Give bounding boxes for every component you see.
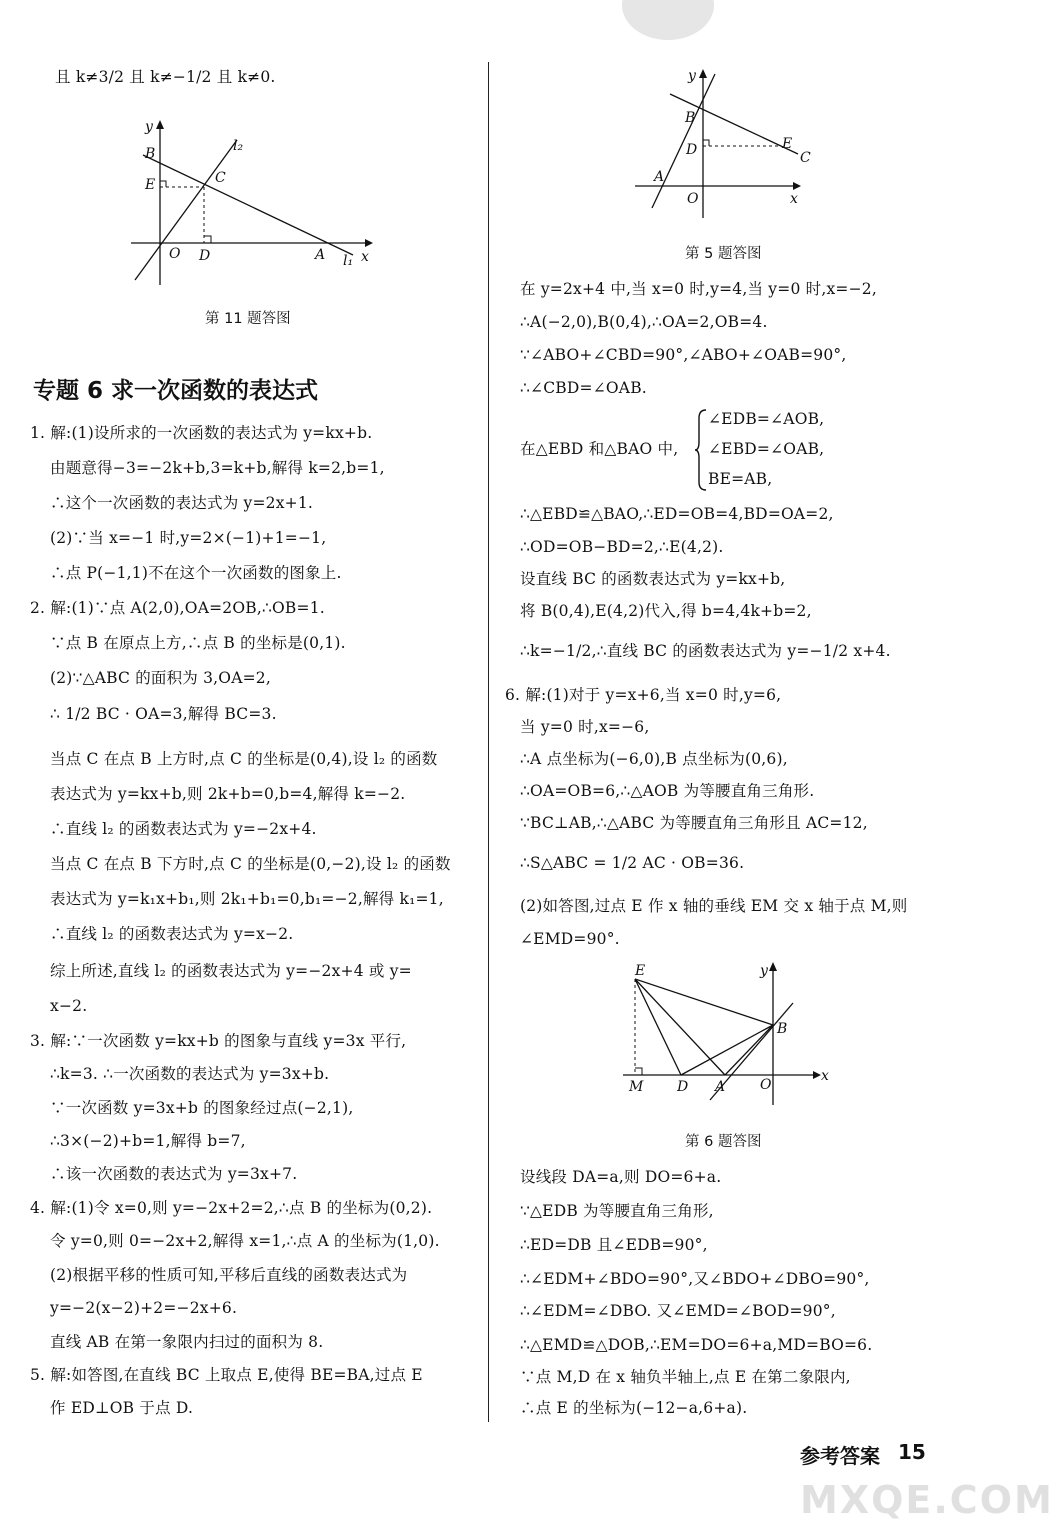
text-line: 令 y=0,则 0=−2x+2,解得 x=1,∴点 A 的坐标为(1,0). — [50, 1232, 440, 1250]
text-line: ∴k=3. ∴一次函数的表达式为 y=3x+b. — [50, 1065, 330, 1083]
text-line: ∵BC⊥AB,∴△ABC 为等腰直角三角形且 AC=12, — [520, 814, 868, 832]
label-a: A — [715, 1079, 726, 1095]
label-e: E — [145, 177, 156, 193]
text-line: ∴S△ABC = 1/2 AC · OB=36. — [520, 854, 745, 872]
text-line: 设直线 BC 的函数表达式为 y=kx+b, — [520, 570, 786, 588]
text-line: (2)根据平移的性质可知,平移后直线的函数表达式为 — [50, 1266, 408, 1284]
label-d: D — [199, 248, 211, 264]
text-line: ∴ED=DB 且∠EDB=90°, — [520, 1236, 708, 1254]
label-y: y — [145, 119, 153, 135]
text-line: ∴△EBD≌△BAO,∴ED=OB=4,BD=OA=2, — [520, 505, 834, 523]
right-angle-mark-d — [204, 236, 211, 243]
text-line: ∴直线 l₂ 的函数表达式为 y=x−2. — [50, 925, 294, 943]
text-line: ∴3×(−2)+b=1,解得 b=7, — [50, 1132, 246, 1150]
label-b: B — [777, 1021, 788, 1037]
label-m: M — [629, 1079, 644, 1095]
label-c: C — [215, 170, 226, 186]
figure-6 — [615, 955, 840, 1120]
page-number: 15 — [898, 1440, 926, 1464]
label-o: O — [687, 191, 699, 207]
system-row: BE=AB, — [708, 470, 773, 488]
text-line: ∴△EMD≌△DOB,∴EM=DO=6+a,MD=BO=6. — [520, 1336, 873, 1354]
text-line: 2. 解:(1)∵点 A(2,0),OA=2OB,∴OB=1. — [30, 599, 325, 617]
text-line: ∵点 M,D 在 x 轴负半轴上,点 E 在第二象限内, — [520, 1368, 851, 1386]
figure-6-caption: 第 6 题答图 — [685, 1134, 762, 1150]
text-line: ∴∠EDM+∠BDO=90°,又∠BDO+∠DBO=90°, — [520, 1270, 870, 1288]
label-x: x — [790, 191, 798, 207]
label-l2: l₂ — [233, 138, 244, 154]
label-a: A — [315, 247, 326, 263]
condition-line: 且 k≠3/2 且 k≠−1/2 且 k≠0. — [55, 68, 276, 86]
right-angle-mark-e — [160, 181, 166, 187]
text-line: 设线段 DA=a,则 DO=6+a. — [520, 1168, 722, 1186]
text-line: 6. 解:(1)对于 y=x+6,当 x=0 时,y=6, — [505, 686, 782, 704]
section-title: 专题 6 求一次函数的表达式 — [33, 378, 319, 404]
text-line: 在 y=2x+4 中,当 x=0 时,y=4,当 y=0 时,x=−2, — [520, 280, 877, 298]
x-axis-arrow — [793, 182, 801, 190]
text-line: ∴∠EDM=∠DBO. 又∠EMD=∠BOD=90°, — [520, 1302, 836, 1320]
text-line: ∴ 1/2 BC · OA=3,解得 BC=3. — [50, 705, 277, 723]
left-brace — [694, 408, 708, 492]
system-prefix: 在△EBD 和△BAO 中, — [520, 440, 679, 458]
segment-ed — [635, 979, 681, 1075]
text-line: (2)∵当 x=−1 时,y=2×(−1)+1=−1, — [50, 529, 327, 547]
label-d: D — [677, 1079, 689, 1095]
text-line: 由题意得−3=−2k+b,3=k+b,解得 k=2,b=1, — [50, 459, 385, 477]
x-axis-arrow — [365, 239, 373, 247]
footer-label: 参考答案 — [800, 1444, 880, 1468]
label-y: y — [688, 68, 696, 84]
text-line: ∴∠CBD=∠OAB. — [520, 379, 647, 397]
text-line: ∴A 点坐标为(−6,0),B 点坐标为(0,6), — [520, 750, 788, 768]
text-line: ∵点 B 在原点上方,∴点 B 的坐标是(0,1). — [50, 634, 346, 652]
label-e: E — [782, 136, 793, 152]
figure-11 — [125, 115, 375, 290]
text-line: 综上所述,直线 l₂ 的函数表达式为 y=−2x+4 或 y= — [50, 962, 412, 980]
label-d: D — [686, 142, 698, 158]
text-line: ∵一次函数 y=3x+b 的图象经过点(−2,1), — [50, 1099, 354, 1117]
text-line: ∴直线 l₂ 的函数表达式为 y=−2x+4. — [50, 820, 317, 838]
y-axis-arrow — [156, 120, 164, 129]
text-line: ∴OD=OB−BD=2,∴E(4,2). — [520, 538, 724, 556]
text-line: 当 y=0 时,x=−6, — [520, 718, 650, 736]
text-line: x−2. — [50, 997, 88, 1015]
figure-5 — [630, 66, 810, 221]
line-l1 — [143, 155, 353, 255]
text-line: ∠EMD=90°. — [520, 930, 620, 948]
label-x: x — [821, 1068, 829, 1084]
segment-ab — [725, 1025, 773, 1075]
label-l1: l₁ — [343, 253, 354, 269]
watermark: MXQE.COM — [800, 1478, 1054, 1522]
label-x: x — [361, 249, 369, 265]
segment-db — [681, 1025, 773, 1075]
label-y: y — [760, 963, 768, 979]
y-axis-arrow — [769, 962, 777, 971]
label-b: B — [145, 146, 156, 162]
text-line: ∴OA=OB=6,∴△AOB 为等腰直角三角形. — [520, 782, 815, 800]
figure-11-caption: 第 11 题答图 — [205, 311, 291, 327]
text-line: 直线 AB 在第一象限内扫过的面积为 8. — [50, 1333, 324, 1351]
text-line: 4. 解:(1)令 x=0,则 y=−2x+2=2,∴点 B 的坐标为(0,2). — [30, 1199, 433, 1217]
system-row: ∠EBD=∠OAB, — [708, 440, 825, 458]
text-line: ∴k=−1/2,∴直线 BC 的函数表达式为 y=−1/2 x+4. — [520, 642, 891, 660]
text-line: ∴A(−2,0),B(0,4),∴OA=2,OB=4. — [520, 313, 768, 331]
text-line: 将 B(0,4),E(4,2)代入,得 b=4,4k+b=2, — [520, 602, 812, 620]
page-top-decoration — [622, 0, 714, 40]
text-line: ∴这个一次函数的表达式为 y=2x+1. — [50, 494, 314, 512]
y-axis-arrow — [699, 69, 707, 78]
text-line: ∵∠ABO+∠CBD=90°,∠ABO+∠OAB=90°, — [520, 346, 847, 364]
text-line: ∵△EDB 为等腰直角三角形, — [520, 1202, 714, 1220]
text-line: ∴该一次函数的表达式为 y=3x+7. — [50, 1165, 298, 1183]
text-line: 3. 解:∵一次函数 y=kx+b 的图象与直线 y=3x 平行, — [30, 1032, 407, 1050]
text-line: 1. 解:(1)设所求的一次函数的表达式为 y=kx+b. — [30, 424, 373, 442]
text-line: 5. 解:如答图,在直线 BC 上取点 E,使得 BE=BA,过点 E — [30, 1366, 423, 1384]
system-row: ∠EDB=∠AOB, — [708, 410, 825, 428]
label-o: O — [760, 1077, 772, 1093]
figure-5-caption: 第 5 题答图 — [685, 246, 762, 262]
label-c: C — [800, 150, 811, 166]
right-angle-mark-m — [635, 1068, 642, 1075]
right-angle-mark-d — [703, 140, 709, 146]
column-divider — [488, 62, 489, 1422]
text-line: 作 ED⊥OB 于点 D. — [50, 1399, 194, 1417]
text-line: 当点 C 在点 B 上方时,点 C 的坐标是(0,4),设 l₂ 的函数 — [50, 750, 438, 768]
text-line: 当点 C 在点 B 下方时,点 C 的坐标是(0,−2),设 l₂ 的函数 — [50, 855, 451, 873]
label-a: A — [654, 169, 665, 185]
text-line: y=−2(x−2)+2=−2x+6. — [50, 1299, 238, 1317]
label-o: O — [169, 246, 181, 262]
x-axis-arrow — [813, 1071, 821, 1079]
text-line: 表达式为 y=k₁x+b₁,则 2k₁+b₁=0,b₁=−2,解得 k₁=1, — [50, 890, 444, 908]
text-line: ∴点 E 的坐标为(−12−a,6+a). — [520, 1399, 748, 1417]
label-e: E — [635, 963, 646, 979]
text-line: 表达式为 y=kx+b,则 2k+b=0,b=4,解得 k=−2. — [50, 785, 406, 803]
text-line: (2)如答图,过点 E 作 x 轴的垂线 EM 交 x 轴于点 M,则 — [520, 897, 908, 915]
text-line: ∴点 P(−1,1)不在这个一次函数的图象上. — [50, 564, 342, 582]
text-line: (2)∵△ABC 的面积为 3,OA=2, — [50, 669, 271, 687]
label-b: B — [685, 110, 696, 126]
line-ab — [652, 74, 715, 208]
